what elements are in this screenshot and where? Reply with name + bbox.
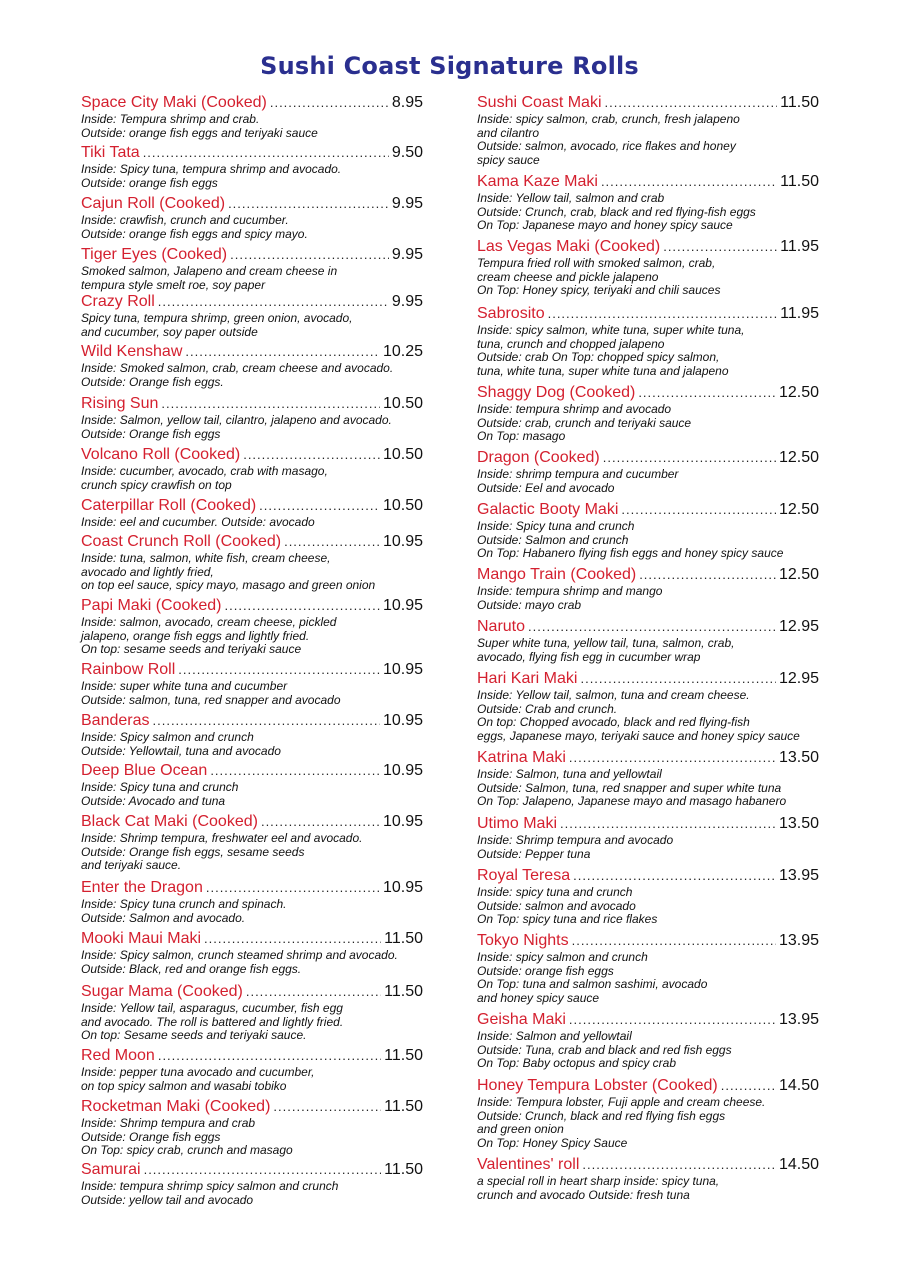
menu-item-header bbox=[477, 748, 819, 767]
menu-item-price: 10.95 bbox=[382, 597, 423, 614]
menu-item-price: 11.50 bbox=[384, 1047, 423, 1064]
dot-leader bbox=[270, 93, 389, 112]
menu-item bbox=[81, 761, 423, 808]
menu-item-price: 10.25 bbox=[382, 343, 423, 360]
menu-item-description: Inside: cucumber, avocado, crab with masago, crunch spicy crawfish on top bbox=[81, 464, 328, 492]
menu-item-name: Hari Kari Maki bbox=[477, 670, 578, 687]
menu-item-header bbox=[81, 1160, 423, 1179]
menu-item-name: Shaggy Dog (Cooked) bbox=[477, 384, 636, 401]
menu-item-header bbox=[477, 304, 819, 323]
dot-leader bbox=[663, 237, 777, 256]
dot-leader bbox=[569, 748, 776, 767]
menu-item-description: Inside: Shrimp tempura and avocado Outside: Pepper tuna bbox=[477, 833, 674, 861]
menu-item bbox=[477, 617, 819, 664]
menu-item bbox=[477, 931, 819, 1005]
menu-item-header bbox=[477, 237, 819, 256]
dot-leader bbox=[261, 812, 380, 831]
menu-item-name: Samurai bbox=[81, 1161, 141, 1178]
menu-item-price: 9.95 bbox=[391, 195, 423, 212]
menu-item bbox=[81, 194, 423, 241]
menu-item-description: Inside: Tempura lobster, Fuji apple and cream cheese. Outside: Crunch, black and red flying fish eggs and green onion On Top: Honey Spicy Sauce bbox=[477, 1095, 766, 1150]
menu-item bbox=[81, 660, 423, 707]
dot-leader bbox=[284, 532, 380, 551]
menu-item-price: 11.95 bbox=[780, 305, 819, 322]
menu-item-header bbox=[81, 878, 423, 897]
dot-leader bbox=[621, 500, 776, 519]
dot-leader bbox=[273, 1097, 381, 1116]
menu-item bbox=[81, 496, 423, 530]
menu-item-name: Katrina Maki bbox=[477, 749, 566, 766]
menu-item bbox=[477, 814, 819, 861]
menu-item-name: Tokyo Nights bbox=[477, 932, 569, 949]
menu-item-price: 8.95 bbox=[391, 94, 423, 111]
menu-item-price: 13.95 bbox=[778, 1011, 819, 1028]
menu-item-price: 13.50 bbox=[778, 815, 819, 832]
menu-item-header bbox=[81, 532, 423, 551]
menu-item-description: Spicy tuna, tempura shrimp, green onion, avocado, and cucumber, soy paper outside bbox=[81, 311, 353, 339]
menu-item-description: Inside: shrimp tempura and cucumber Outside: Eel and avocado bbox=[477, 467, 679, 495]
menu-item-description: Inside: Smoked salmon, crab, cream cheese and avocado. Outside: Orange fish eggs. bbox=[81, 361, 394, 389]
menu-item bbox=[81, 532, 423, 593]
menu-item-name: Tiki Tata bbox=[81, 144, 140, 161]
menu-item-name: Geisha Maki bbox=[477, 1011, 566, 1028]
dot-leader bbox=[243, 445, 380, 464]
dot-leader bbox=[569, 1010, 776, 1029]
menu-item bbox=[81, 711, 423, 758]
menu-item bbox=[477, 172, 819, 233]
menu-item-price: 11.50 bbox=[384, 983, 423, 1000]
menu-item-description: Inside: spicy salmon, crab, crunch, fresh jalapeno and cilantro Outside: salmon, avocado, rice flakes and honey spicy sauce bbox=[477, 112, 740, 167]
menu-item-description: Inside: spicy salmon, white tuna, super white tuna, tuna, crunch and chopped jalapeno Outside: crab On Top: chopped spicy salmon, tuna, white tuna, super white tuna and jalapeno bbox=[477, 323, 745, 378]
menu-item bbox=[477, 383, 819, 444]
menu-item-price: 10.95 bbox=[382, 813, 423, 830]
menu-item-header bbox=[81, 1097, 423, 1116]
menu-item bbox=[81, 596, 423, 657]
menu-item-description: Inside: Yellow tail, salmon, tuna and cream cheese. Outside: Crab and crunch. On top: Chopped avocado, black and red flying-fish eggs, Japanese mayo, teriyaki sauce and honey spicy sauce bbox=[477, 688, 800, 743]
dot-leader bbox=[246, 982, 381, 1001]
menu-item-description: Inside: spicy salmon and crunch Outside: orange fish eggs On Top: tuna and salmon sashimi, avocado and honey spicy sauce bbox=[477, 950, 708, 1005]
menu-item-price: 10.50 bbox=[382, 497, 423, 514]
menu-item-name: Volcano Roll (Cooked) bbox=[81, 446, 241, 463]
menu-item-name: Valentines' roll bbox=[477, 1156, 580, 1173]
menu-item-header bbox=[477, 93, 819, 112]
menu-item-description: Inside: Yellow tail, salmon and crab Outside: Crunch, crab, black and red flying-fish eggs On Top: Japanese mayo and honey spicy sauce bbox=[477, 191, 756, 232]
menu-item-header bbox=[477, 931, 819, 950]
menu-item bbox=[477, 1076, 819, 1150]
menu-item-description: Inside: Spicy tuna and crunch Outside: Avocado and tuna bbox=[81, 780, 239, 808]
dot-leader bbox=[158, 292, 389, 311]
menu-item-price: 11.50 bbox=[384, 930, 423, 947]
menu-item bbox=[477, 93, 819, 167]
menu-item-header bbox=[81, 812, 423, 831]
menu-item bbox=[81, 93, 423, 140]
menu-item-description: Inside: Salmon, tuna and yellowtail Outside: Salmon, tuna, red snapper and super white tuna On Top: Jalapeno, Japanese mayo and masago habanero bbox=[477, 767, 787, 808]
dot-leader bbox=[144, 1160, 382, 1179]
menu-item-price: 13.50 bbox=[778, 749, 819, 766]
menu-item-description: Inside: spicy tuna and crunch Outside: salmon and avocado On Top: spicy tuna and rice flakes bbox=[477, 885, 658, 926]
menu-item-header bbox=[81, 929, 423, 948]
menu-item bbox=[81, 245, 423, 292]
menu-item-price: 12.50 bbox=[778, 384, 819, 401]
menu-item-description: Inside: crawfish, crunch and cucumber. Outside: orange fish eggs and spicy mayo. bbox=[81, 213, 308, 241]
menu-item-price: 10.50 bbox=[382, 395, 423, 412]
dot-leader bbox=[206, 878, 380, 897]
menu-item-header bbox=[81, 445, 423, 464]
menu-item-header bbox=[81, 596, 423, 615]
menu-item-description: Inside: salmon, avocado, cream cheese, pickled jalapeno, orange fish eggs and lightly fried. On top: sesame seeds and teriyaki sauce bbox=[81, 615, 337, 656]
dot-leader bbox=[185, 342, 380, 361]
menu-item bbox=[477, 1010, 819, 1071]
dot-leader bbox=[639, 565, 776, 584]
menu-item bbox=[81, 812, 423, 873]
menu-item-price: 13.95 bbox=[778, 932, 819, 949]
menu-item-price: 10.95 bbox=[382, 879, 423, 896]
menu-item-price: 11.95 bbox=[780, 238, 819, 255]
dot-leader bbox=[603, 448, 776, 467]
dot-leader bbox=[204, 929, 381, 948]
menu-item-price: 10.95 bbox=[382, 762, 423, 779]
dot-leader bbox=[228, 194, 389, 213]
menu-item-name: Caterpillar Roll (Cooked) bbox=[81, 497, 257, 514]
menu-item-header bbox=[477, 617, 819, 636]
menu-item-name: Galactic Booty Maki bbox=[477, 501, 619, 518]
menu-item bbox=[477, 237, 819, 298]
menu-item bbox=[477, 448, 819, 495]
menu-item-description: Inside: Spicy tuna crunch and spinach. Outside: Salmon and avocado. bbox=[81, 897, 287, 925]
menu-item-description: Inside: Spicy salmon and crunch Outside: Yellowtail, tuna and avocado bbox=[81, 730, 281, 758]
menu-item-header bbox=[81, 660, 423, 679]
menu-item-price: 11.50 bbox=[780, 173, 819, 190]
menu-item-header bbox=[477, 500, 819, 519]
menu-item-name: Rocketman Maki (Cooked) bbox=[81, 1098, 271, 1115]
menu-item-name: Sugar Mama (Cooked) bbox=[81, 983, 243, 1000]
menu-item-price: 10.95 bbox=[382, 533, 423, 550]
menu-item bbox=[81, 394, 423, 441]
menu-item-description: Inside: Spicy salmon, crunch steamed shrimp and avocado. Outside: Black, red and orange fish eggs. bbox=[81, 948, 398, 976]
menu-item-price: 12.50 bbox=[778, 449, 819, 466]
menu-item bbox=[81, 982, 423, 1043]
menu-item-description: Super white tuna, yellow tail, tuna, salmon, crab, avocado, flying fish egg in cucumber wrap bbox=[477, 636, 735, 664]
menu-item-header bbox=[477, 814, 819, 833]
menu-item-header bbox=[81, 982, 423, 1001]
menu-item bbox=[477, 669, 819, 743]
menu-item-description: Inside: Shrimp tempura, freshwater eel and avocado. Outside: Orange fish eggs, sesame seeds and teriyaki sauce. bbox=[81, 831, 363, 872]
menu-item-header bbox=[81, 1046, 423, 1065]
menu-item bbox=[81, 342, 423, 389]
menu-item-price: 9.50 bbox=[391, 144, 423, 161]
dot-leader bbox=[158, 1046, 381, 1065]
menu-item-name: Deep Blue Ocean bbox=[81, 762, 208, 779]
dot-leader bbox=[548, 304, 778, 323]
menu-item-description: Inside: eel and cucumber. Outside: avocado bbox=[81, 515, 315, 529]
menu-item-header bbox=[477, 669, 819, 688]
menu-item-price: 12.95 bbox=[778, 618, 819, 635]
menu-item-description: Inside: Tempura shrimp and crab. Outside: orange fish eggs and teriyaki sauce bbox=[81, 112, 318, 140]
menu-item-header bbox=[477, 172, 819, 191]
menu-item-name: Sabrosito bbox=[477, 305, 545, 322]
menu-item bbox=[81, 445, 423, 492]
menu-item-price: 11.50 bbox=[780, 94, 819, 111]
menu-item-header bbox=[81, 143, 423, 162]
menu-item-name: Mooki Maui Maki bbox=[81, 930, 202, 947]
menu-item-description: Inside: tuna, salmon, white fish, cream cheese, avocado and lightly fried, on top eel sauce, spicy mayo, masago and green onion bbox=[81, 551, 376, 592]
menu-item bbox=[81, 143, 423, 190]
menu-item-header bbox=[81, 394, 423, 413]
menu-item bbox=[81, 878, 423, 925]
menu-item-price: 14.50 bbox=[778, 1156, 819, 1173]
menu-item-header bbox=[477, 448, 819, 467]
dot-leader bbox=[259, 496, 380, 515]
menu-item-header bbox=[477, 1010, 819, 1029]
menu-item-name: Tiger Eyes (Cooked) bbox=[81, 246, 228, 263]
menu-item-price: 10.95 bbox=[382, 661, 423, 678]
dot-leader bbox=[560, 814, 776, 833]
menu-item-name: Space City Maki (Cooked) bbox=[81, 94, 267, 111]
menu-item-price: 11.50 bbox=[384, 1098, 423, 1115]
menu-item-name: Coast Crunch Roll (Cooked) bbox=[81, 533, 282, 550]
menu-item-price: 12.50 bbox=[778, 566, 819, 583]
menu-item-price: 9.95 bbox=[391, 246, 423, 263]
menu-item-name: Royal Teresa bbox=[477, 867, 571, 884]
menu-item-description: Inside: super white tuna and cucumber Outside: salmon, tuna, red snapper and avocado bbox=[81, 679, 341, 707]
menu-item bbox=[81, 929, 423, 976]
menu-item bbox=[477, 304, 819, 378]
menu-item-name: Papi Maki (Cooked) bbox=[81, 597, 222, 614]
menu-item-name: Kama Kaze Maki bbox=[477, 173, 598, 190]
menu-item-name: Black Cat Maki (Cooked) bbox=[81, 813, 258, 830]
menu-item-description: Smoked salmon, Jalapeno and cream cheese in tempura style smelt roe, soy paper bbox=[81, 264, 338, 292]
menu-item-description: Inside: Yellow tail, asparagus, cucumber, fish egg and avocado. The roll is battered and lightly fried. On top: Sesame seeds and teriyaki sauce. bbox=[81, 1001, 344, 1042]
menu-item-name: Rising Sun bbox=[81, 395, 159, 412]
menu-item bbox=[81, 292, 423, 339]
dot-leader bbox=[572, 931, 776, 950]
menu-item-description: Inside: Salmon and yellowtail Outside: Tuna, crab and black and red fish eggs On Top: Baby octopus and spicy crab bbox=[477, 1029, 732, 1070]
menu-item-header bbox=[81, 761, 423, 780]
dot-leader bbox=[582, 1155, 776, 1174]
menu-item bbox=[477, 500, 819, 561]
menu-item-header bbox=[81, 245, 423, 264]
menu-item-description: a special roll in heart sharp inside: spicy tuna, crunch and avocado Outside: fresh tuna bbox=[477, 1174, 720, 1202]
menu-item-name: Banderas bbox=[81, 712, 150, 729]
dot-leader bbox=[580, 669, 775, 688]
menu-item-description: Inside: Spicy tuna, tempura shrimp and avocado. Outside: orange fish eggs bbox=[81, 162, 342, 190]
dot-leader bbox=[601, 172, 777, 191]
menu-item bbox=[477, 1155, 819, 1202]
dot-leader bbox=[721, 1076, 776, 1095]
dot-leader bbox=[225, 596, 380, 615]
dot-leader bbox=[573, 866, 776, 885]
menu-item-name: Mango Train (Cooked) bbox=[477, 566, 637, 583]
menu-item-description: Inside: Shrimp tempura and crab Outside: Orange fish eggs On Top: spicy crab, crunch and masago bbox=[81, 1116, 293, 1157]
menu-item bbox=[477, 565, 819, 612]
dot-leader bbox=[161, 394, 380, 413]
menu-item-name: Red Moon bbox=[81, 1047, 155, 1064]
menu-item-name: Crazy Roll bbox=[81, 293, 155, 310]
dot-leader bbox=[143, 143, 389, 162]
menu-item-header bbox=[81, 496, 423, 515]
menu-item-header bbox=[81, 93, 423, 112]
menu-item-header bbox=[81, 342, 423, 361]
menu-item-name: Enter the Dragon bbox=[81, 879, 203, 896]
dot-leader bbox=[153, 711, 380, 730]
menu-item-description: Inside: tempura shrimp spicy salmon and crunch Outside: yellow tail and avocado bbox=[81, 1179, 339, 1207]
menu-item-price: 12.50 bbox=[778, 501, 819, 518]
menu-item-description: Inside: Spicy tuna and crunch Outside: Salmon and crunch On Top: Habanero flying fish eggs and honey spicy sauce bbox=[477, 519, 784, 560]
page-title: Sushi Coast Signature Rolls bbox=[260, 52, 639, 80]
dot-leader bbox=[528, 617, 776, 636]
menu-item-header bbox=[477, 866, 819, 885]
menu-item bbox=[81, 1160, 423, 1207]
menu-item-description: Inside: tempura shrimp and mango Outside: mayo crab bbox=[477, 584, 663, 612]
menu-item-price: 12.95 bbox=[778, 670, 819, 687]
menu-item-price: 10.50 bbox=[382, 446, 423, 463]
menu-item-header bbox=[477, 383, 819, 402]
menu-item-header bbox=[81, 711, 423, 730]
dot-leader bbox=[210, 761, 380, 780]
menu-item-description: Inside: Salmon, yellow tail, cilantro, jalapeno and avocado. Outside: Orange fish eggs bbox=[81, 413, 392, 441]
menu-item-name: Wild Kenshaw bbox=[81, 343, 183, 360]
menu-item bbox=[477, 748, 819, 809]
dot-leader bbox=[178, 660, 380, 679]
menu-item-name: Utimo Maki bbox=[477, 815, 558, 832]
menu-item-description: Inside: tempura shrimp and avocado Outside: crab, crunch and teriyaki sauce On Top: masago bbox=[477, 402, 692, 443]
menu-item-name: Rainbow Roll bbox=[81, 661, 176, 678]
menu-item-name: Naruto bbox=[477, 618, 526, 635]
menu-item bbox=[477, 866, 819, 927]
menu-item bbox=[81, 1046, 423, 1093]
menu-item-header bbox=[81, 194, 423, 213]
menu-item-description: Inside: pepper tuna avocado and cucumber, on top spicy salmon and wasabi tobiko bbox=[81, 1065, 315, 1093]
menu-item-name: Las Vegas Maki (Cooked) bbox=[477, 238, 661, 255]
menu-item-price: 9.95 bbox=[391, 293, 423, 310]
menu-item-header bbox=[477, 1076, 819, 1095]
menu-item-name: Cajun Roll (Cooked) bbox=[81, 195, 226, 212]
menu-item bbox=[81, 1097, 423, 1158]
dot-leader bbox=[638, 383, 776, 402]
menu-item-description: Tempura fried roll with smoked salmon, crab, cream cheese and pickle jalapeno On Top: Honey spicy, teriyaki and chili sauces bbox=[477, 256, 721, 297]
menu-item-price: 11.50 bbox=[384, 1161, 423, 1178]
menu-item-price: 10.95 bbox=[382, 712, 423, 729]
menu-item-header bbox=[477, 1155, 819, 1174]
menu-item-name: Dragon (Cooked) bbox=[477, 449, 600, 466]
menu-item-header bbox=[477, 565, 819, 584]
menu-item-price: 14.50 bbox=[778, 1077, 819, 1094]
menu-item-name: Honey Tempura Lobster (Cooked) bbox=[477, 1077, 718, 1094]
dot-leader bbox=[230, 245, 389, 264]
menu-item-header bbox=[81, 292, 423, 311]
menu-item-price: 13.95 bbox=[778, 867, 819, 884]
dot-leader bbox=[605, 93, 778, 112]
menu-item-name: Sushi Coast Maki bbox=[477, 94, 602, 111]
